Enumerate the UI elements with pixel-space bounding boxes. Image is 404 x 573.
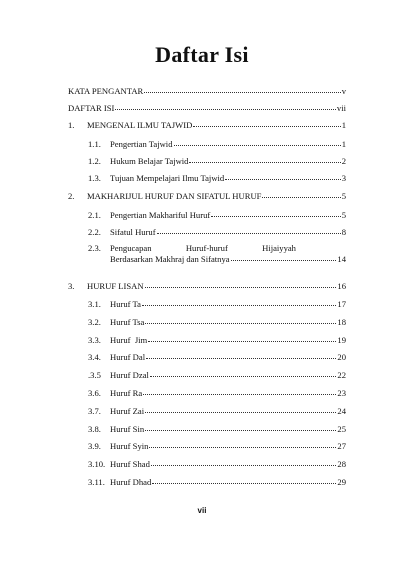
toc-entry-2-1[interactable] bbox=[88, 210, 346, 220]
toc-page-number: 1 bbox=[341, 120, 346, 130]
toc-label: Huruf Dhad bbox=[110, 477, 152, 487]
toc-number: 2.2. bbox=[88, 227, 101, 237]
toc-label: MAKHARIJUL HURUF DAN SIFATUL HURUF bbox=[87, 191, 262, 201]
toc-label-word: Huruf-huruf bbox=[185, 243, 228, 253]
toc-entry-kata-pengantar[interactable] bbox=[68, 86, 346, 96]
toc-page-number: 25 bbox=[337, 424, 346, 434]
toc-page-number: 19 bbox=[337, 335, 346, 345]
toc-entry-3-7[interactable] bbox=[88, 406, 346, 416]
toc-entry-3-6[interactable] bbox=[88, 388, 346, 398]
toc-label: Tujuan Mempelajari Ilmu Tajwid bbox=[110, 173, 225, 183]
toc-label: DAFTAR ISI bbox=[68, 103, 115, 113]
dot-leader bbox=[193, 119, 340, 127]
toc-label: Huruf Sin bbox=[110, 424, 145, 434]
page-title: Daftar Isi bbox=[155, 42, 249, 67]
toc-entry-3-3[interactable] bbox=[88, 335, 346, 345]
toc-number: 2. bbox=[68, 191, 75, 201]
dot-leader bbox=[225, 172, 340, 180]
dot-leader bbox=[262, 190, 340, 198]
toc-number: 1.3. bbox=[88, 173, 101, 183]
dot-leader bbox=[157, 226, 341, 234]
toc-entry-3-11[interactable] bbox=[88, 477, 346, 487]
dot-leader bbox=[149, 440, 336, 448]
toc-label: Berdasarkan Makhraj dan Sifatnya bbox=[110, 254, 230, 264]
toc-label: Pengertian Makhariful Huruf bbox=[110, 210, 211, 220]
toc-page-number: vii bbox=[336, 103, 346, 113]
toc-label: MENGENAL ILMU TAJWID bbox=[87, 120, 193, 130]
toc-number: 1.1. bbox=[88, 139, 101, 149]
toc-number: 3. bbox=[68, 281, 75, 291]
toc-number: 1. bbox=[68, 120, 75, 130]
dot-leader bbox=[148, 334, 336, 342]
toc-number: 3.4. bbox=[88, 352, 101, 362]
toc-entry-3-9[interactable] bbox=[88, 441, 346, 451]
toc-label: Pengertian Tajwid bbox=[110, 139, 173, 149]
toc-page-number: 16 bbox=[337, 281, 346, 291]
toc-label: HURUF LISAN bbox=[87, 281, 144, 291]
toc-page-number: 18 bbox=[337, 317, 346, 327]
toc-number: 3.8. bbox=[88, 424, 101, 434]
toc-entry-3-4[interactable] bbox=[88, 352, 346, 362]
toc-label: Hukum Belajar Tajwid bbox=[110, 156, 189, 166]
toc-entry-3-10[interactable] bbox=[88, 459, 346, 469]
toc-label: Huruf Ta bbox=[110, 299, 141, 309]
toc-label: Huruf Ra bbox=[110, 388, 143, 398]
toc-label: Huruf Tsa bbox=[110, 317, 145, 327]
toc-entry-1-1[interactable] bbox=[88, 139, 346, 149]
toc-entry-1-3[interactable] bbox=[88, 173, 346, 183]
toc-number: 3.11. bbox=[88, 477, 105, 487]
toc-page-number: 3 bbox=[341, 173, 346, 183]
dot-leader bbox=[144, 85, 340, 93]
toc-label: Huruf Jim bbox=[110, 335, 148, 345]
toc-label: KATA PENGANTAR bbox=[68, 86, 144, 96]
dot-leader bbox=[145, 280, 337, 288]
toc-entry-3-2[interactable] bbox=[88, 317, 346, 327]
toc-number: 2.3. bbox=[88, 243, 101, 253]
dot-leader bbox=[142, 298, 336, 306]
dot-leader bbox=[151, 458, 337, 466]
toc-page-number: 2 bbox=[341, 156, 346, 166]
toc-page-number: 20 bbox=[337, 352, 346, 362]
toc-number: 3.2. bbox=[88, 317, 101, 327]
dot-leader bbox=[145, 405, 336, 413]
toc-number: 1.2. bbox=[88, 156, 101, 166]
dot-leader bbox=[174, 138, 341, 146]
toc-page-number: 14 bbox=[337, 254, 346, 264]
toc-page-number: 5 bbox=[341, 210, 346, 220]
toc-page-number: 5 bbox=[341, 191, 346, 201]
toc-label: Huruf Dal bbox=[110, 352, 146, 362]
toc-number: .3.5 bbox=[88, 370, 101, 380]
toc-page-number: 22 bbox=[337, 370, 346, 380]
dot-leader bbox=[152, 476, 336, 484]
dot-leader bbox=[145, 316, 336, 324]
toc-entry-chapter-3[interactable] bbox=[68, 281, 346, 291]
toc-page-number: 23 bbox=[337, 388, 346, 398]
toc-page-number: 29 bbox=[337, 477, 346, 487]
dot-leader bbox=[115, 102, 336, 110]
toc-number: 3.6. bbox=[88, 388, 101, 398]
toc-label: Sifatul Huruf bbox=[110, 227, 156, 237]
toc-number: 3.7. bbox=[88, 406, 101, 416]
dot-leader bbox=[146, 351, 336, 359]
toc-page-number: 24 bbox=[337, 406, 346, 416]
toc-page-number: 1 bbox=[341, 139, 346, 149]
toc-number: 2.1. bbox=[88, 210, 101, 220]
dot-leader bbox=[150, 369, 337, 377]
toc-label-line-2 bbox=[110, 254, 346, 265]
toc-label: Huruf Shad bbox=[110, 459, 150, 469]
toc-label: Huruf Syin bbox=[110, 441, 149, 451]
toc-number: 3.9. bbox=[88, 441, 101, 451]
toc-entry-3-8[interactable] bbox=[88, 424, 346, 434]
toc-entry-chapter-1[interactable] bbox=[68, 120, 346, 130]
toc-entry-1-2[interactable] bbox=[88, 156, 346, 166]
dot-leader bbox=[211, 209, 340, 217]
toc-entry-3-5[interactable] bbox=[88, 370, 346, 380]
dot-leader bbox=[231, 253, 337, 261]
toc-entry-daftar-isi[interactable] bbox=[68, 103, 346, 113]
toc-page-number: 27 bbox=[337, 441, 346, 451]
toc-entry-2-2[interactable] bbox=[88, 227, 346, 237]
toc-label-word: Hijaiyyah bbox=[262, 243, 296, 253]
toc-page-number: 8 bbox=[341, 227, 346, 237]
footer-page-number: vii bbox=[197, 506, 207, 515]
toc-entry-chapter-2[interactable] bbox=[68, 191, 346, 201]
toc-number: 3.3. bbox=[88, 335, 101, 345]
toc-page-number: 17 bbox=[337, 299, 346, 309]
toc-page-number: 28 bbox=[337, 459, 346, 469]
toc-entry-3-1[interactable] bbox=[88, 299, 346, 309]
toc-number: 3.1. bbox=[88, 299, 101, 309]
toc-number: 3.10. bbox=[88, 459, 106, 469]
toc-page-number: v bbox=[341, 86, 346, 96]
toc-label-word: Pengucapan bbox=[110, 243, 152, 253]
toc-label: Huruf Dzal bbox=[110, 370, 149, 380]
toc-label: Huruf Zai bbox=[110, 406, 145, 416]
dot-leader bbox=[143, 387, 336, 395]
dot-leader bbox=[145, 423, 336, 431]
dot-leader bbox=[189, 155, 340, 163]
